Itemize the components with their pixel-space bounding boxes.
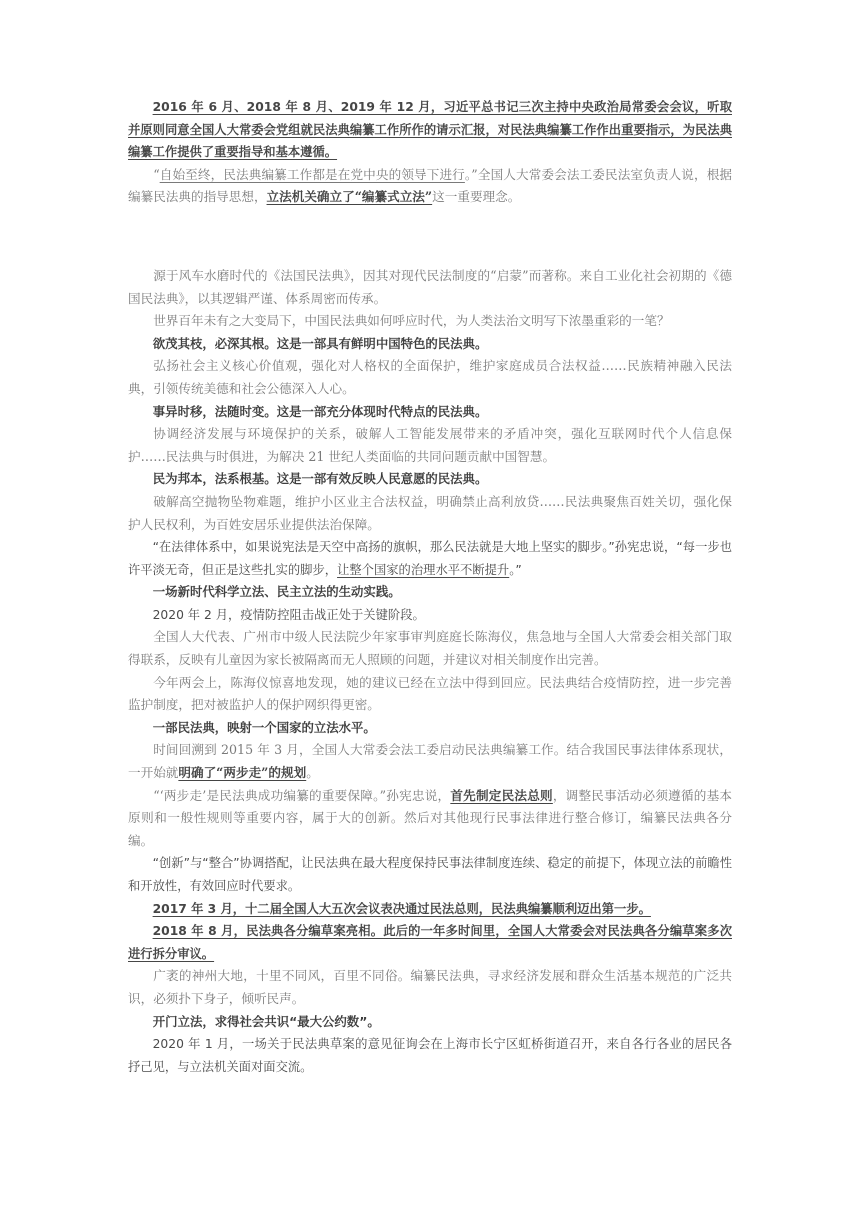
article-paragraph [128,1033,732,1078]
section-heading [128,333,732,356]
article-paragraph [128,965,732,1010]
text-run: 时间回溯到 2015 年 3 月，全国人大常委会法工委启动民法典编纂工作。结合我国民事法律体系现状，一开始就 [128,742,732,781]
text-run: 弘扬社会主义核心价值观，强化对人格权的全面保护，维护家庭成员合法权益……民族精神融入民法典，引领传统美德和社会公德深入人心。 [128,358,732,396]
article-paragraph [128,96,732,164]
section-heading [128,1011,732,1034]
text-run: 开门立法，求得社会共识“最大公约数”。 [152,1013,380,1029]
underlined-text: 立法机关确立了“编纂式立法” [266,189,433,205]
underlined-text: 2016 年 6 月、2018 年 8 月、2019 年 12 月，习近平总书记三次主持中央政治局常委会会议，听取并原则同意全国人大常委会党组就民法典编纂工作所作的请示汇报，对民法典编纂工作作出重要指示，为民法典编纂工作提供了重要指导和基本遵循。 [128,100,732,160]
text-run: 欲茂其枝，必深其根。这是一部具有鲜明中国特色的民法典。 [152,335,488,351]
article-paragraph [128,536,732,581]
section-heading [128,581,732,604]
article-paragraph [128,626,732,671]
section-heading [128,468,732,491]
section-heading [128,401,732,424]
text-run: 事异时移，法随时变。这是一部充分体现时代特点的民法典。 [152,403,488,419]
article-paragraph [128,265,732,310]
article-paragraph [128,310,732,333]
text-run: 。”全国人大常委会法工委民法室负责人说，根据编纂民法典的指导思想， [128,166,733,205]
text-run: 破解高空抛物坠物难题，维护小区业主合法权益，明确禁止高利放贷……民法典聚焦百姓关切，强化保护人民权利，为百姓安居乐业提供法治保障。 [128,493,732,532]
article-paragraph [128,355,732,400]
section-gap [128,209,732,265]
text-run: 今年两会上，陈海仪惊喜地发现，她的建议已经在立法中得到回应。民法典结合疫情防控，进一步完善监护制度，把对被监护人的保护网织得更密。 [128,674,732,713]
article-paragraph [128,920,732,965]
text-run: 这一重要理念。 [432,189,521,205]
text-run: 协调经济发展与环境保护的关系，破解人工智能发展带来的矛盾冲突，强化互联网时代个人信息保护……民法典与时俱进，为解决 21 世纪人类面临的共同问题贡献中国智慧。 [128,426,732,464]
article-paragraph [128,785,732,853]
text-run: 一部民法典，映射一个国家的立法水平。 [152,719,376,735]
underlined-text: 明确了“两步走”的规划 [178,765,307,781]
article-paragraph [128,164,732,209]
underlined-text: 2018 年 8 月，民法典各分编草案亮相。此后的一年多时间里，全国人大常委会对民法典各分编草案多次进行拆分审议。 [128,924,732,961]
article-paragraph [128,491,732,536]
text-run: 。” [509,562,522,577]
text-run: 源于风车水磨时代的《法国民法典》，因其对现代民法制度的“启蒙”而著称。来自工业化社会初期的《德国民法典》，以其逻辑严谨、体系周密而传承。 [128,267,732,306]
article-paragraph [128,852,732,897]
article-paragraph [128,423,732,468]
text-run: 世界百年未有之大变局下，中国民法典如何呼应时代，为人类法治文明写下浓墨重彩的一笔？ [153,313,670,329]
text-run: “‘两步走’是民法典成功编纂的重要保障。”孙宪忠说， [153,787,451,803]
text-run: 2020 年 1 月，一场关于民法典草案的意见征询会在上海市长宁区虹桥街道召开，来自各行各业的居民各抒己见，与立法机关面对面交流。 [128,1037,732,1074]
underlined-text: 让整个国家的治理水平不断提升 [337,562,510,577]
text-run: 2020 年 2 月，疫情防控阻击战正处于关键阶段。 [152,607,425,622]
text-run: “创新”与“整合”协调搭配，让民法典在最大程度保持民事法律制度连续、稳定的前提下，体现立法的前瞻性和开放性，有效回应时代要求。 [128,856,732,893]
underlined-text: 2017 年 3 月，十二届全国人大五次会议表决通过民法总则，民法典编纂顺利迈出第一步。 [152,901,651,916]
text-run: “ [153,166,160,182]
text-run: 民为邦本，法系根基。这是一部有效反映人民意愿的民法典。 [152,471,488,487]
section-heading [128,717,732,740]
text-run: 全国人大代表、广州市中级人民法院少年家事审判庭庭长陈海仪，焦急地与全国人大常委会相关部门取得联系，反映有儿童因为家长被隔离而无人照顾的问题，并建议对相关制度作出完善。 [128,629,732,668]
underlined-text: 自始至终，民法典编纂工作都是在党中央的领导下进行 [159,166,465,182]
text-run: “在法律体系中，如果说宪法是天空中高扬的旗帜，那么民法就是大地上坚实的脚步。”孙宪忠说，“每一步也许平淡无奇，但正是这些扎实的脚步， [128,540,732,577]
article-paragraph [128,739,732,784]
underlined-text: 首先制定民法总则 [450,787,553,803]
text-run: 广袤的神州大地，十里不同风，百里不同俗。编纂民法典，寻求经济发展和群众生活基本规范的广泛共识，必须扑下身子，倾听民声。 [128,968,732,1006]
article-paragraph [128,604,732,627]
text-run: 。 [306,765,319,781]
article-paragraph [128,672,732,717]
text-run: ，调整民事活动必须遵循的基本原则和一般性规则等重要内容，属于大的创新。然后对其他现行民事法律进行整合修订，编纂民法典各分编。 [128,787,733,848]
article-paragraph [128,898,732,921]
article-body [128,96,732,1078]
text-run: 一场新时代科学立法、民主立法的生动实践。 [152,584,401,600]
